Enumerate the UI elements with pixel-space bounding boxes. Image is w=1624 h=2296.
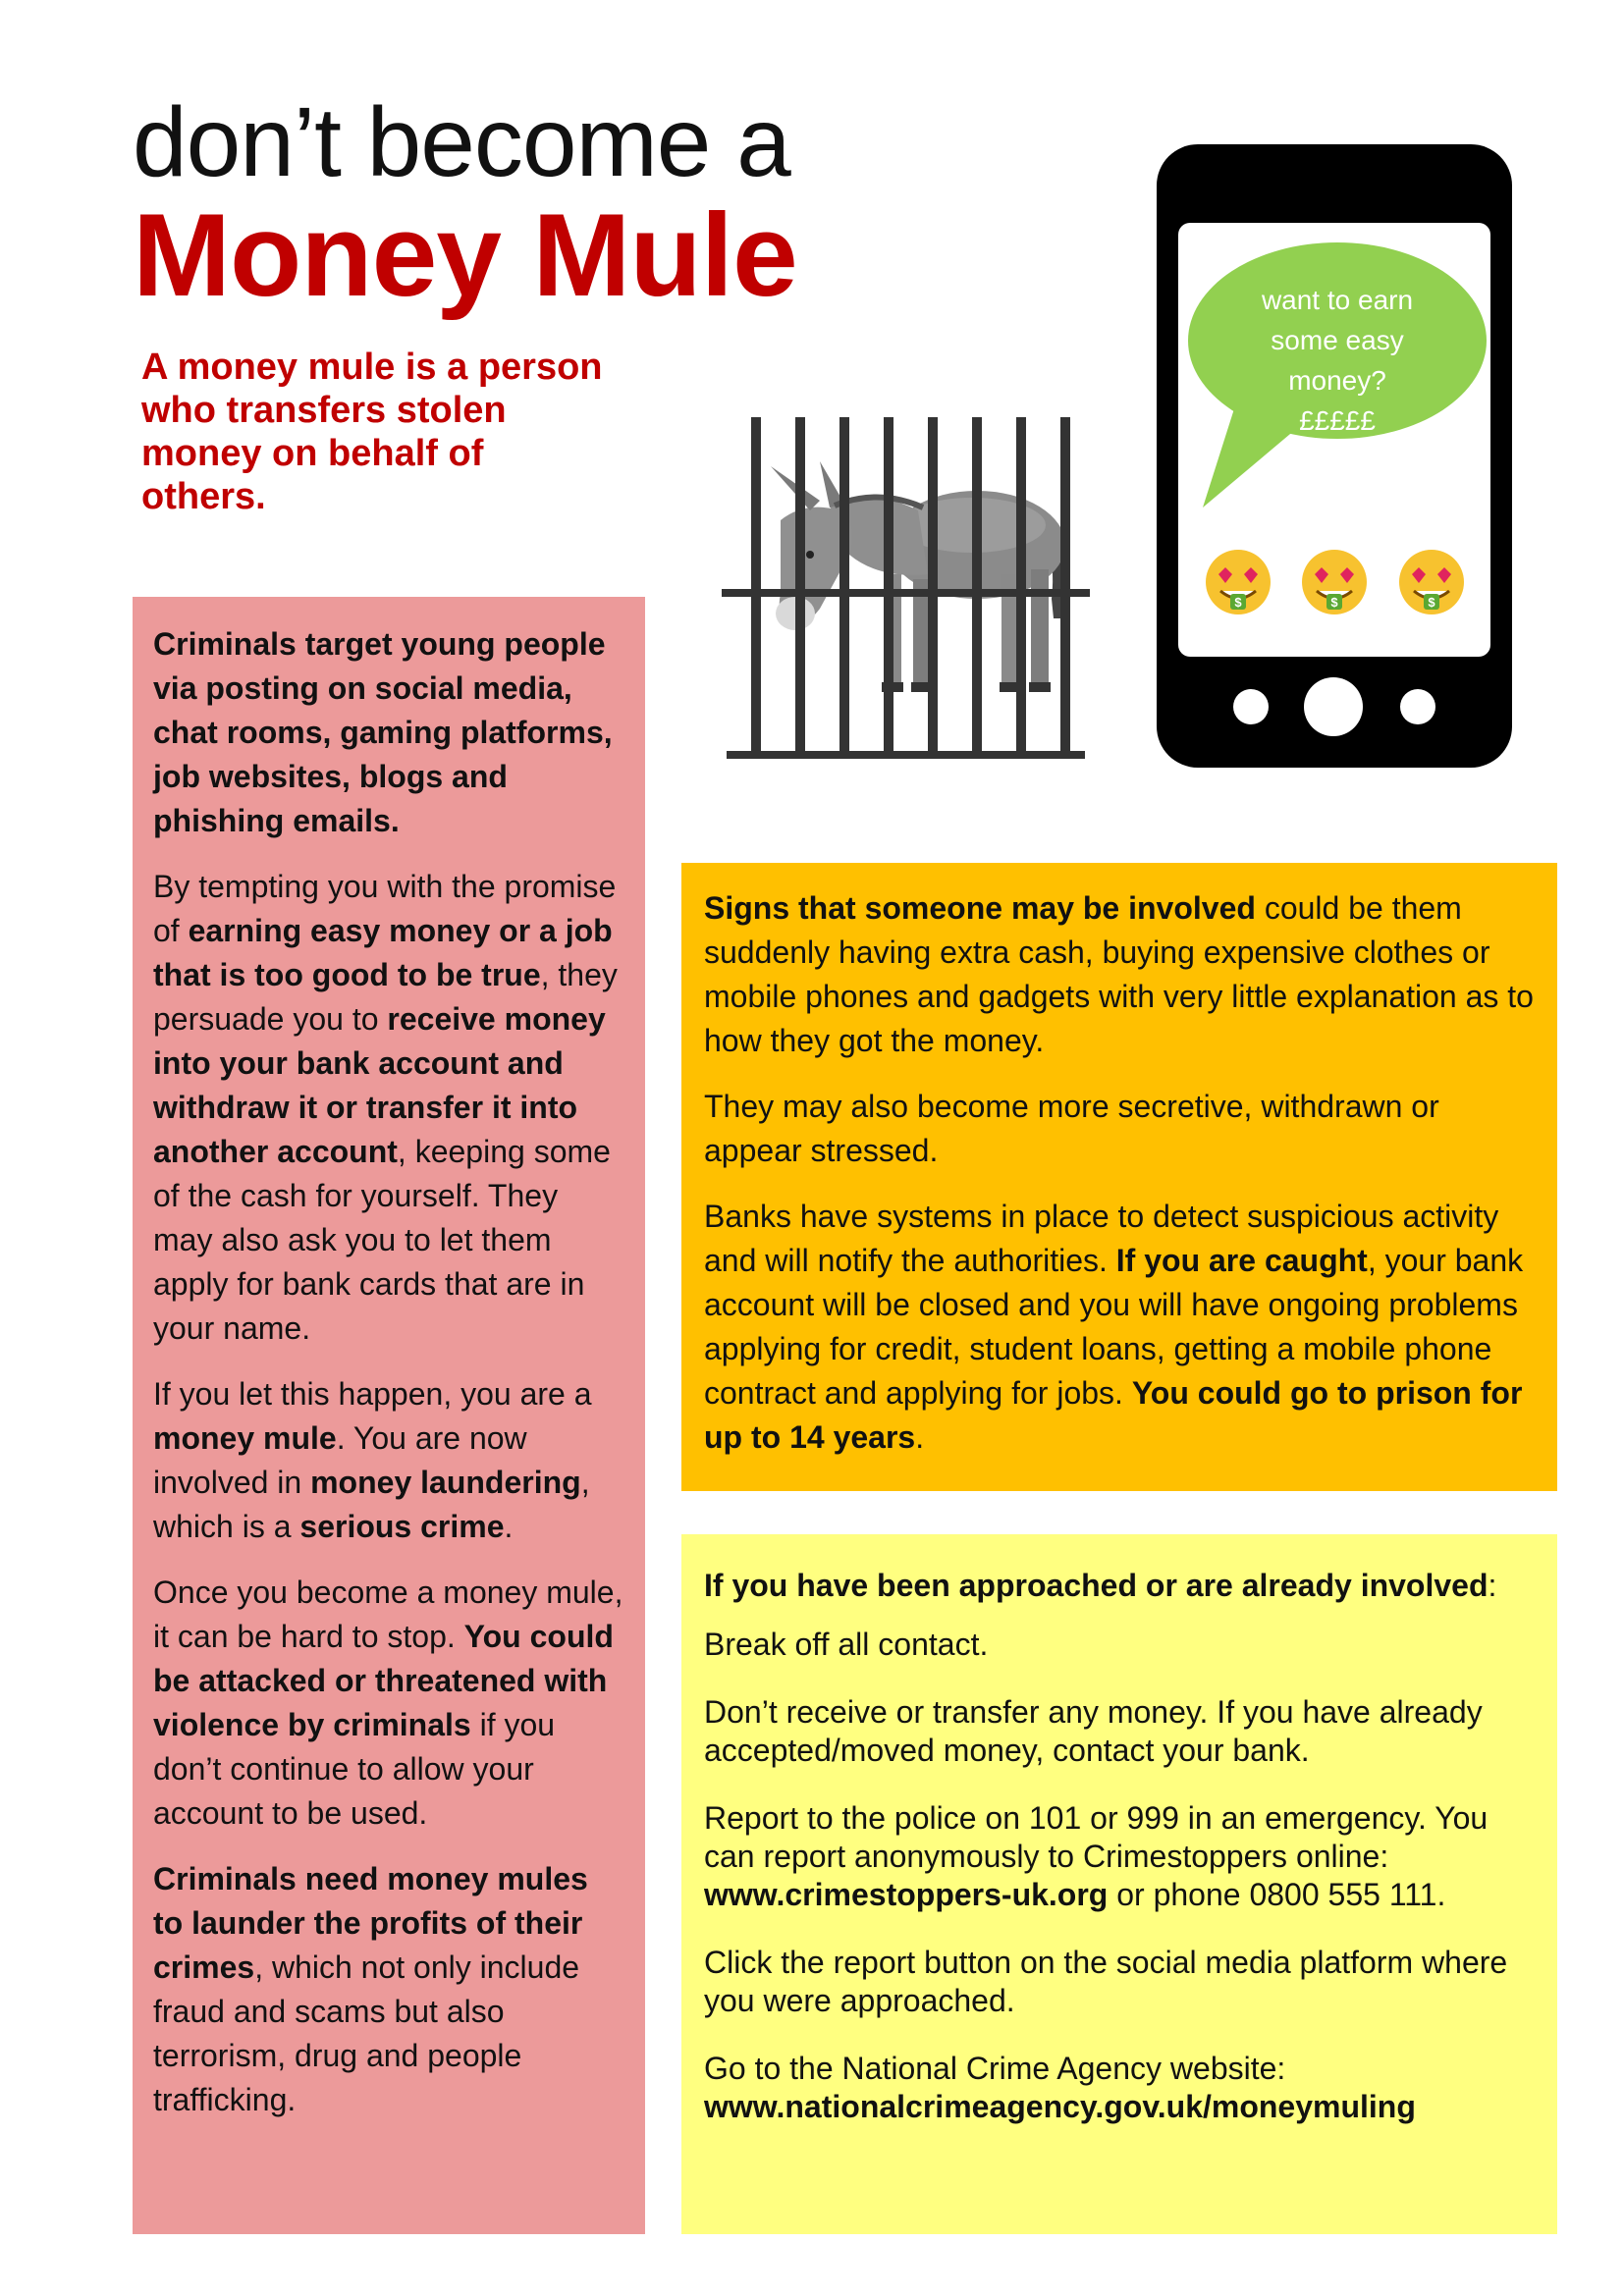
title-line-1: don’t become a (133, 87, 790, 197)
criminals-target-panel (133, 597, 645, 2234)
orange-panel-paragraph-3: Banks have systems in place to detect suspicious activity and will notify the authorities. If you are caught, your bank account will be closed and you will have ongoing problems applying for credit, student loans, getting a mobile phone contract and applying for jobs. You could go to prison for up to 14 years. (704, 1199, 1524, 1455)
svg-text:$: $ (1234, 595, 1242, 610)
orange-panel-paragraph-2: They may also become more secretive, withdrawn or appear stressed. (704, 1089, 1439, 1168)
phone-illustration (1157, 144, 1512, 768)
yellow-panel-paragraph-2: Don’t receive or transfer any money. If you have already accepted/moved money, contact your bank. (704, 1694, 1483, 1768)
yellow-panel-paragraph-4: Click the report button on the social media platform where you were approached. (704, 1945, 1508, 2018)
phone-home-button (1304, 677, 1363, 736)
warning-signs-panel (681, 863, 1557, 1491)
bubble-line-3: money? (1288, 365, 1386, 396)
svg-text:$: $ (1428, 595, 1435, 610)
intro-definition: A money mule is a person who transfers stolen money on behalf of others. (141, 347, 603, 517)
bubble-line-4: £££££ (1299, 405, 1376, 436)
crimestoppers-link[interactable]: www.crimestoppers-uk.org (704, 1877, 1109, 1912)
speech-bubble-text (1210, 280, 1465, 441)
money-mouth-face-icon (1396, 547, 1467, 617)
left-panel-paragraph-3: If you let this happen, you are a money mule. You are now involved in money laundering, which is a serious crime. (153, 1376, 592, 1544)
phone-screen (1178, 223, 1490, 657)
money-mouth-face-icon (1203, 547, 1273, 617)
phone-right-dot (1400, 689, 1435, 724)
svg-text:$: $ (1330, 595, 1338, 610)
money-mouth-face-icon (1299, 547, 1370, 617)
yellow-panel-heading: If you have been approached or are already involved: (704, 1568, 1497, 1603)
what-to-do-panel (681, 1534, 1557, 2234)
left-panel-paragraph-4: Once you become a money mule, it can be hard to stop. You could be attacked or threatened with violence by criminals if you don’t continue to allow your account to be used. (153, 1575, 623, 1831)
bubble-line-1: want to earn (1261, 285, 1414, 315)
left-panel-paragraph-2: By tempting you with the promise of earning easy money or a job that is too good to be true, they persuade you to receive money into your bank account and withdraw it or transfer it into another account, keeping some of the cash for yourself. They may also ask you to let them apply for bank cards that are in your name. (153, 869, 618, 1346)
donkey-in-jail-illustration (722, 417, 1095, 761)
left-panel-paragraph-5: Criminals need money mules to launder the profits of their crimes, which not only include fraud and scams but also terrorism, drug and people trafficking. (153, 1861, 588, 2117)
orange-panel-paragraph-1: Signs that someone may be involved could be them suddenly having extra cash, buying expensive clothes or mobile phones and gadgets with very little explanation as to how they got the money. (704, 890, 1534, 1058)
title-money-mule: Money Mule (133, 189, 797, 321)
phone-left-dot (1233, 689, 1269, 724)
yellow-panel-paragraph-1: Break off all contact. (704, 1627, 989, 1662)
bubble-line-2: some easy (1271, 325, 1404, 355)
yellow-panel-paragraph-5: Go to the National Crime Agency website: www.nationalcrimeagency.gov.uk/moneymuling (704, 2051, 1416, 2124)
yellow-panel-paragraph-3: Report to the police on 101 or 999 in an emergency. You can report anonymously to Crimestoppers online: www.crimestoppers-uk.org or phone 0800 555 111. (704, 1800, 1489, 1912)
nca-website-link[interactable]: www.nationalcrimeagency.gov.uk/moneymuling (704, 2089, 1416, 2124)
left-panel-paragraph-1: Criminals target young people via posting on social media, chat rooms, gaming platforms, job websites, blogs and phishing emails. (153, 626, 613, 838)
